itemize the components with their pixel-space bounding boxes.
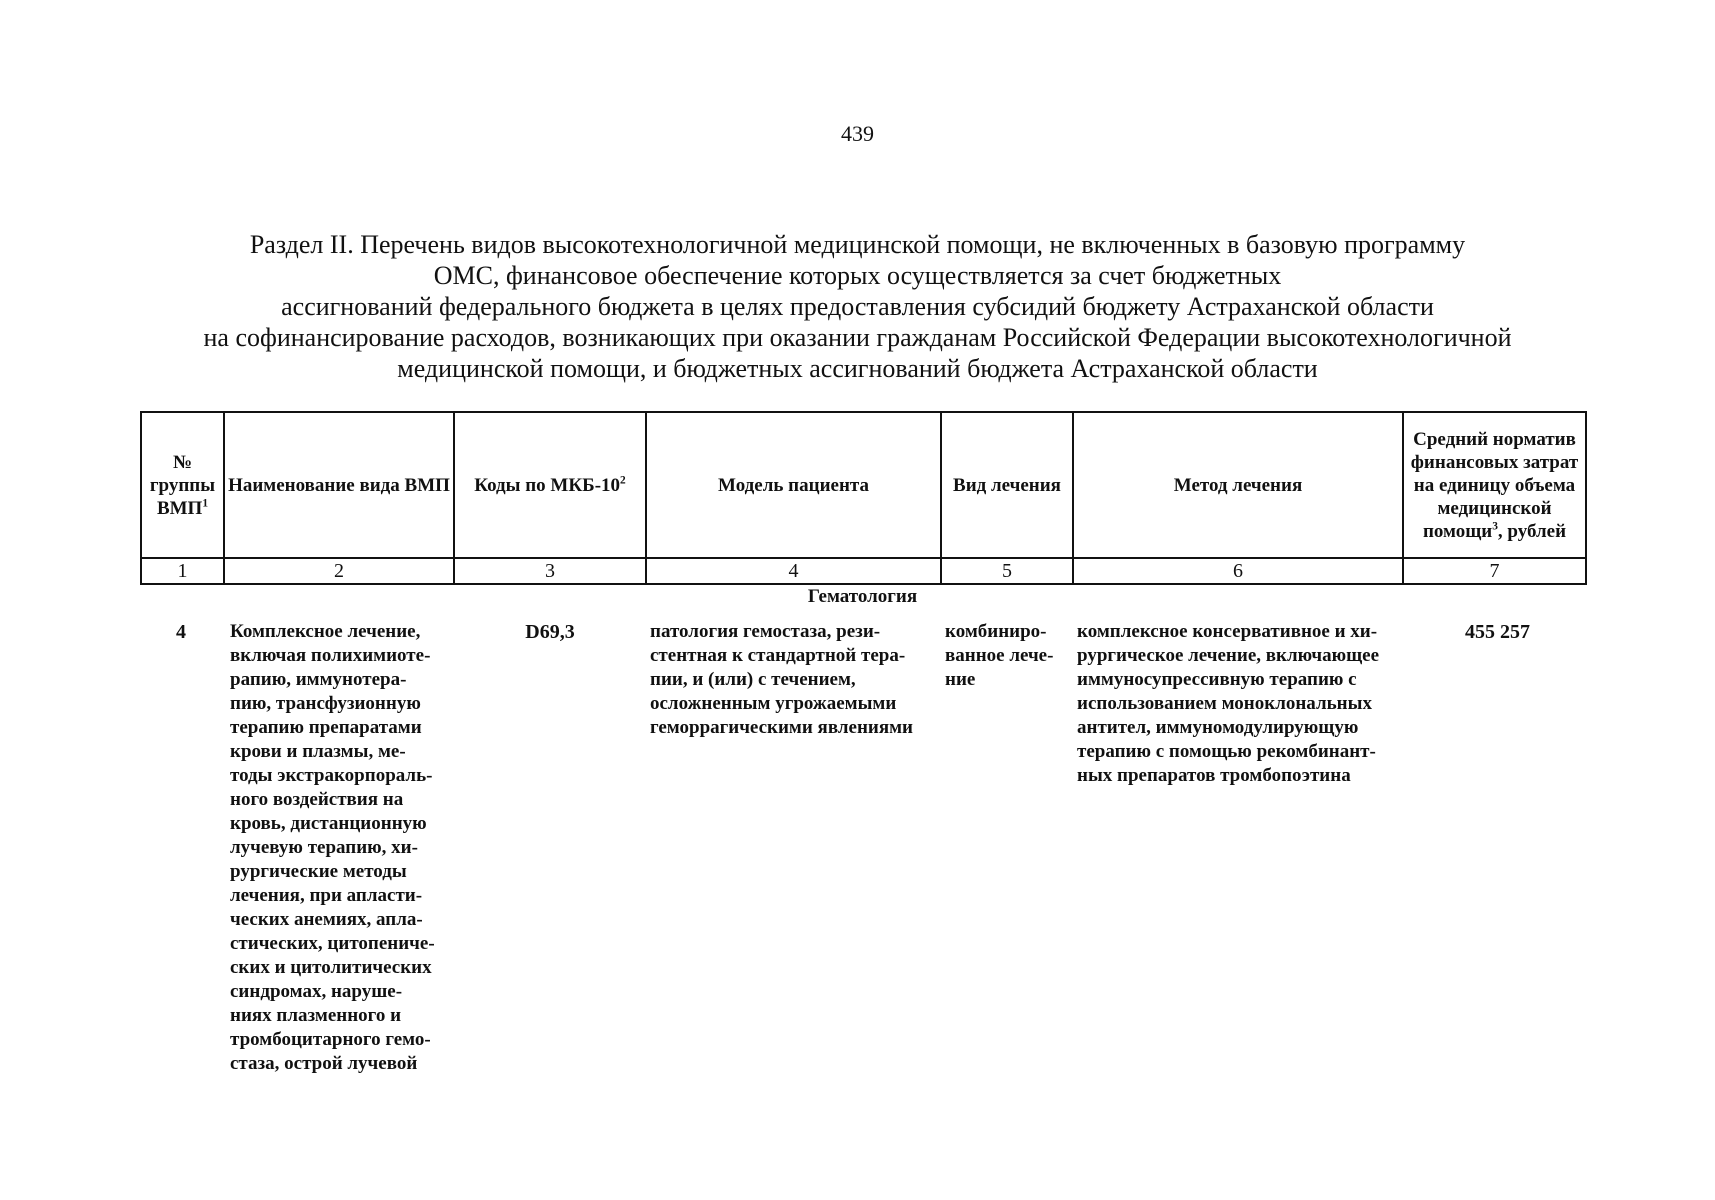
text-line: синдромах, наруше- — [230, 981, 403, 1002]
header-patient-model: Модель пациента — [646, 412, 941, 558]
header-treatment-type: Вид лечения — [941, 412, 1073, 558]
cell-group-no: 4 — [176, 621, 186, 643]
cell-avg-cost: 455 257 — [1465, 621, 1530, 643]
column-number: 4 — [646, 558, 941, 584]
text-line: лучевую терапию, хи- — [230, 837, 418, 858]
text-line: тромбоцитарного гемо- — [230, 1029, 431, 1050]
text-line: терапию препаратами — [230, 717, 422, 738]
text-line: рургическое лечение, включающее — [1077, 645, 1380, 666]
column-number: 1 — [141, 558, 224, 584]
text-line: ного воздействия на — [230, 789, 404, 810]
text-line: включая полихимиоте- — [230, 645, 431, 666]
cell-patient-model — [650, 620, 940, 740]
text-line: использованием моноклональных — [1077, 693, 1372, 714]
text-line: рапию, иммунотера- — [230, 669, 407, 690]
column-number: 7 — [1403, 558, 1586, 584]
text-line: геморрагическими явлениями — [650, 717, 914, 738]
header-vmp-name: Наименование вида ВМП — [224, 412, 454, 558]
cell-icd-codes: D69,3 — [525, 621, 575, 643]
text-line: стентная к стандартной тера- — [650, 645, 906, 666]
title-line: Раздел II. Перечень видов высокотехнологичной медицинской помощи, не включенных в базовую программу — [249, 230, 1466, 259]
text-line: Комплексное лечение, — [230, 621, 421, 642]
text-line: ванное лече- — [945, 645, 1054, 666]
text-line: ниях плазменного и — [230, 1005, 402, 1026]
text-line: крови и плазмы, ме- — [230, 741, 406, 762]
text-line: лечения, при апласти- — [230, 885, 423, 906]
title-line: на софинансирование расходов, возникающих при оказании гражданам Российской Федерации высокотехнологичной — [203, 323, 1512, 352]
page-number: 439 — [841, 121, 874, 146]
text-line: стических, цитопениче- — [230, 933, 435, 954]
header-icd-codes: Коды по МКБ-$10^2$ — [454, 412, 646, 558]
cell-treatment-type — [945, 620, 1070, 692]
column-number: 6 — [1073, 558, 1403, 584]
title-line: ОМС, финансовое обеспечение которых осуществляется за счет бюджетных — [433, 261, 1282, 290]
text-line: кровь, дистанционную — [230, 813, 427, 834]
header-treatment-method: Метод лечения — [1073, 412, 1403, 558]
text-line: антител, иммуномодулирующую — [1077, 717, 1359, 738]
text-line: пию, трансфузионную — [230, 693, 421, 714]
text-line: терапию с помощью рекомбинант- — [1077, 741, 1376, 762]
text-line: тоды экстракорпораль- — [230, 765, 433, 786]
header-group-no: № группы ВМП$^1$ — [141, 412, 224, 558]
text-line: осложненным угрожаемыми — [650, 693, 897, 714]
text-line: комбиниро- — [945, 621, 1047, 642]
text-line: патология гемостаза, рези- — [650, 621, 881, 642]
title-line: медицинской помощи, и бюджетных ассигнований бюджета Астраханской области — [397, 354, 1318, 383]
cell-vmp-name — [230, 620, 450, 1076]
column-number: 5 — [941, 558, 1073, 584]
title-line: ассигнований федерального бюджета в целях предоставления субсидий бюджету Астраханской области — [281, 292, 1434, 321]
text-line: комплексное консервативное и хи- — [1077, 621, 1378, 642]
column-number: 3 — [454, 558, 646, 584]
text-line: ских и цитолитических — [230, 957, 432, 978]
column-number: 2 — [224, 558, 454, 584]
section-title-heading — [120, 229, 1595, 384]
text-line: ческих анемиях, апла- — [230, 909, 423, 930]
text-line: ние — [945, 669, 976, 690]
cell-treatment-method — [1077, 620, 1397, 788]
text-line: ных препаратов тромбопоэтина — [1077, 765, 1351, 786]
vmp-table-header — [140, 411, 1587, 585]
text-line: иммуносупрессивную терапию с — [1077, 669, 1357, 690]
section-heading-hematology: Гематология — [807, 586, 918, 607]
text-line: рургические методы — [230, 861, 407, 882]
text-line: стаза, острой лучевой — [230, 1053, 418, 1074]
text-line: пии, и (или) с течением, — [650, 669, 856, 690]
header-avg-cost: Средний норматив финансовых затрат на единицу объема медицинской помощи$^3$, рублей — [1403, 412, 1586, 558]
